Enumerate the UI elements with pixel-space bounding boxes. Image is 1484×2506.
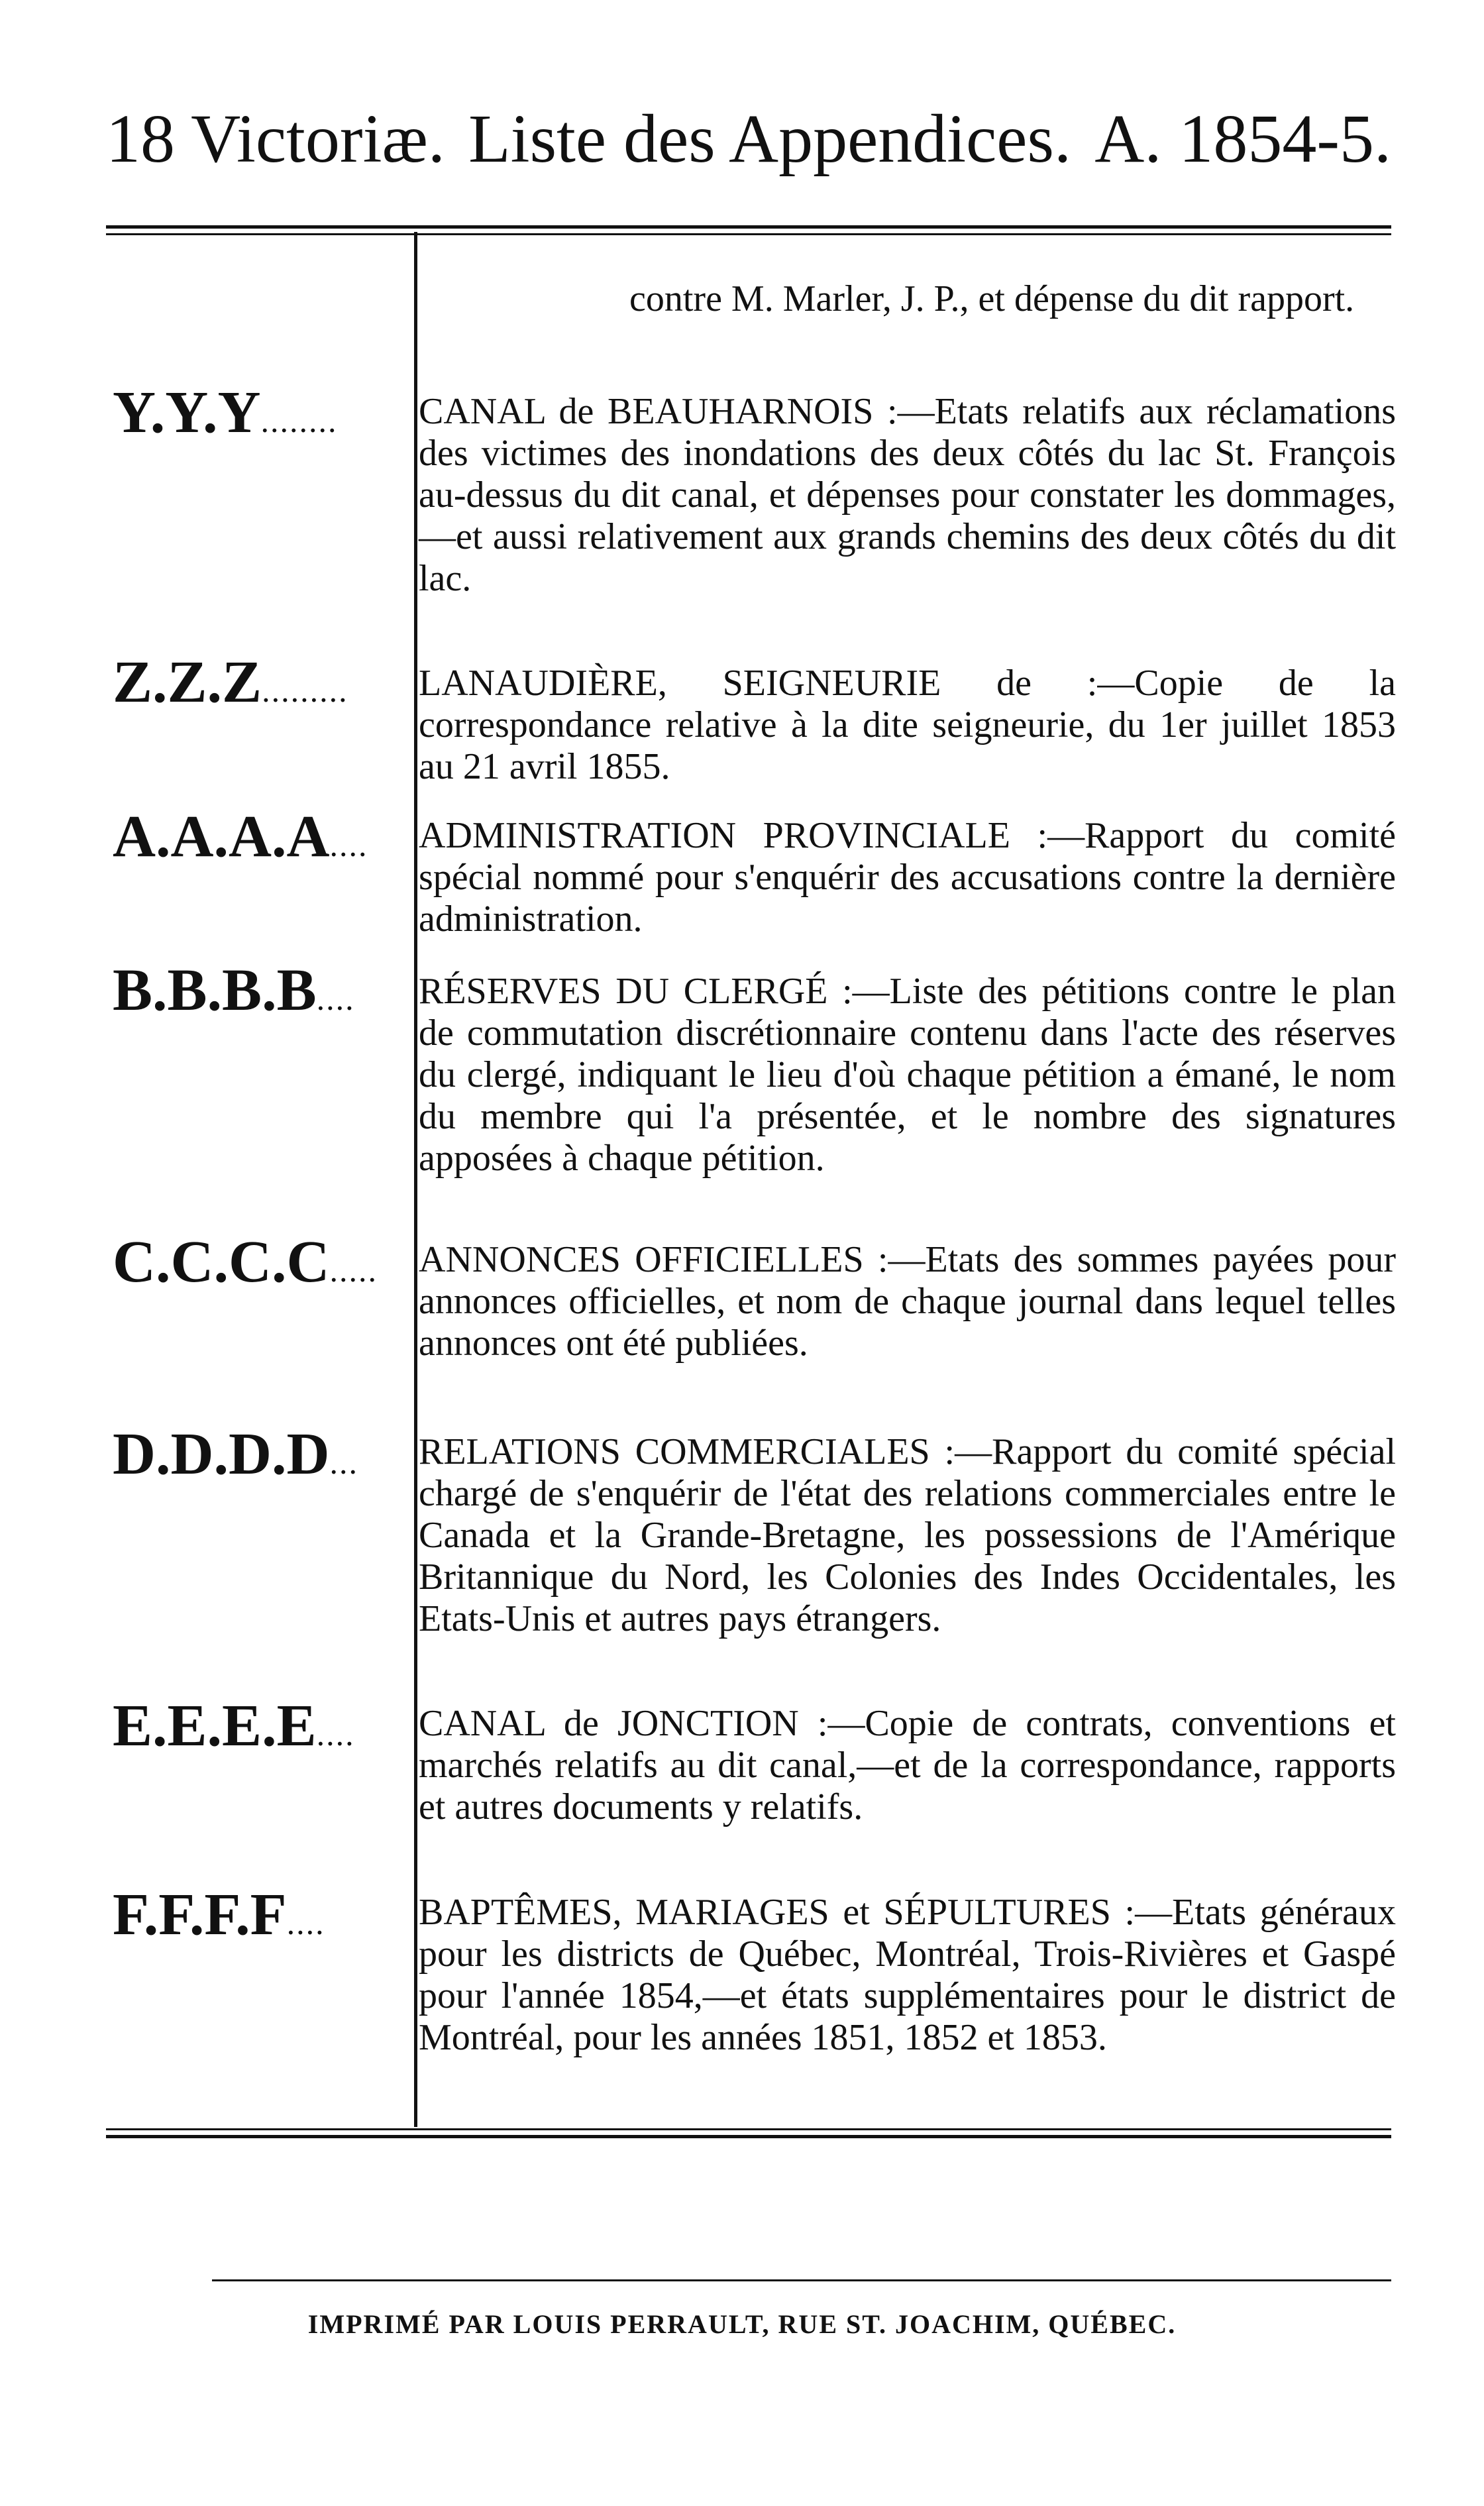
entry-heading: LANAUDIÈRE, SEIGNEURIE de :: [419, 663, 1098, 704]
appendix-entry: [419, 1892, 1396, 2059]
appendix-entry: [419, 1703, 1396, 1828]
header-title: Liste des Appendices.: [468, 101, 1071, 177]
entry-heading: ADMINISTRATION PROVINCIALE :: [419, 815, 1048, 856]
appendix-label: Z.Z.Z.........: [113, 653, 348, 712]
bottom-rule-thin: [106, 2128, 1391, 2130]
appendix-entry: [419, 1239, 1396, 1364]
appendix-label: B.B.B.B....: [113, 961, 355, 1020]
column-divider: [414, 232, 417, 2127]
header-rule-thin: [106, 233, 1391, 235]
entry-text: —Rapport du comité spécial nommé pour s'enquérir des accusations contre la dernière administration.: [419, 815, 1396, 940]
appendix-label: E.E.E.E....: [113, 1696, 355, 1756]
entry-text: —Copie de la correspondance relative à la dite seigneurie, du 1er juillet 1853 au 21 avril 1855.: [419, 663, 1396, 787]
appendix-entry: [419, 663, 1396, 788]
footer-rule: [212, 2279, 1391, 2281]
entry-heading: RELATIONS COMMERCIALES :: [419, 1431, 955, 1472]
entry-heading: CANAL de JONCTION :: [419, 1703, 828, 1744]
header-rule-thick: [106, 225, 1391, 229]
header-year: A. 1854-5.: [1094, 101, 1391, 177]
entry-text: —Liste des pétitions contre le plan de commutation discrétionnaire contenu dans l'acte des réserves du clergé, indiquant le lieu d'où chaque pétition a émané, le nom du membre qui l'a présentée, et le nombre des signatures apposées à chaque pétition.: [419, 971, 1396, 1179]
bottom-rule-thick: [106, 2135, 1391, 2138]
appendix-label: A.A.A.A....: [113, 807, 368, 867]
appendix-entry: [419, 391, 1396, 600]
appendix-entry: [419, 815, 1396, 940]
continuation-text: contre M. Marler, J. P., et dépense du dit rapport.: [629, 278, 1355, 319]
printer-imprint: IMPRIMÉ PAR LOUIS PERRAULT, RUE ST. JOACHIM, QUÉBEC.: [307, 2309, 1177, 2339]
entry-text: —Etats des sommes payées pour annonces officielles, et nom de chaque journal dans lequel telles annonces ont été publiées.: [419, 1239, 1396, 1364]
entry-text: —Rapport du comité spécial chargé de s'enquérir de l'état des relations commerciales entre le Canada et la Grande-Bretagne, les possessions de l'Amérique Britannique du Nord, les Colonies des Indes Occidentales, les Etats-Unis et autres pays étrangers.: [419, 1431, 1396, 1639]
running-header: [106, 99, 1391, 192]
entry-heading: RÉSERVES DU CLERGÉ :: [419, 971, 853, 1012]
appendix-entry: [419, 1431, 1396, 1640]
appendix-label: D.D.D.D...: [113, 1425, 358, 1484]
entry-heading: CANAL de BEAUHARNOIS :: [419, 391, 898, 432]
entry-text: —Etats généraux pour les districts de Québec, Montréal, Trois-Rivières et Gaspé pour l'année 1854,—et états supplémentaires pour le district de Montréal, pour les années 1851, 1852 et 1853.: [419, 1892, 1396, 2058]
appendix-label: F.F.F.F....: [113, 1885, 325, 1945]
appendix-entry: [419, 971, 1396, 1179]
entry-heading: BAPTÊMES, MARIAGES et SÉPULTURES :: [419, 1892, 1136, 1933]
entry-text: —Copie de contrats, conventions et marchés relatifs au dit canal,—et de la correspondance, rapports et autres documents y relatifs.: [419, 1703, 1396, 1827]
appendix-label: Y.Y.Y........: [113, 383, 338, 443]
entry-text: —Etats relatifs aux réclamations des victimes des inondations des deux côtés du lac St. François au-dessus du dit canal, et dépenses pour constater les dommages,—et aussi relativement aux grands chemins des deux côtés du dit lac.: [419, 391, 1396, 599]
header-session: 18 Victoriæ.: [106, 101, 445, 177]
appendix-label: C.C.C.C.....: [113, 1232, 378, 1292]
entry-heading: ANNONCES OFFICIELLES :: [419, 1239, 888, 1280]
